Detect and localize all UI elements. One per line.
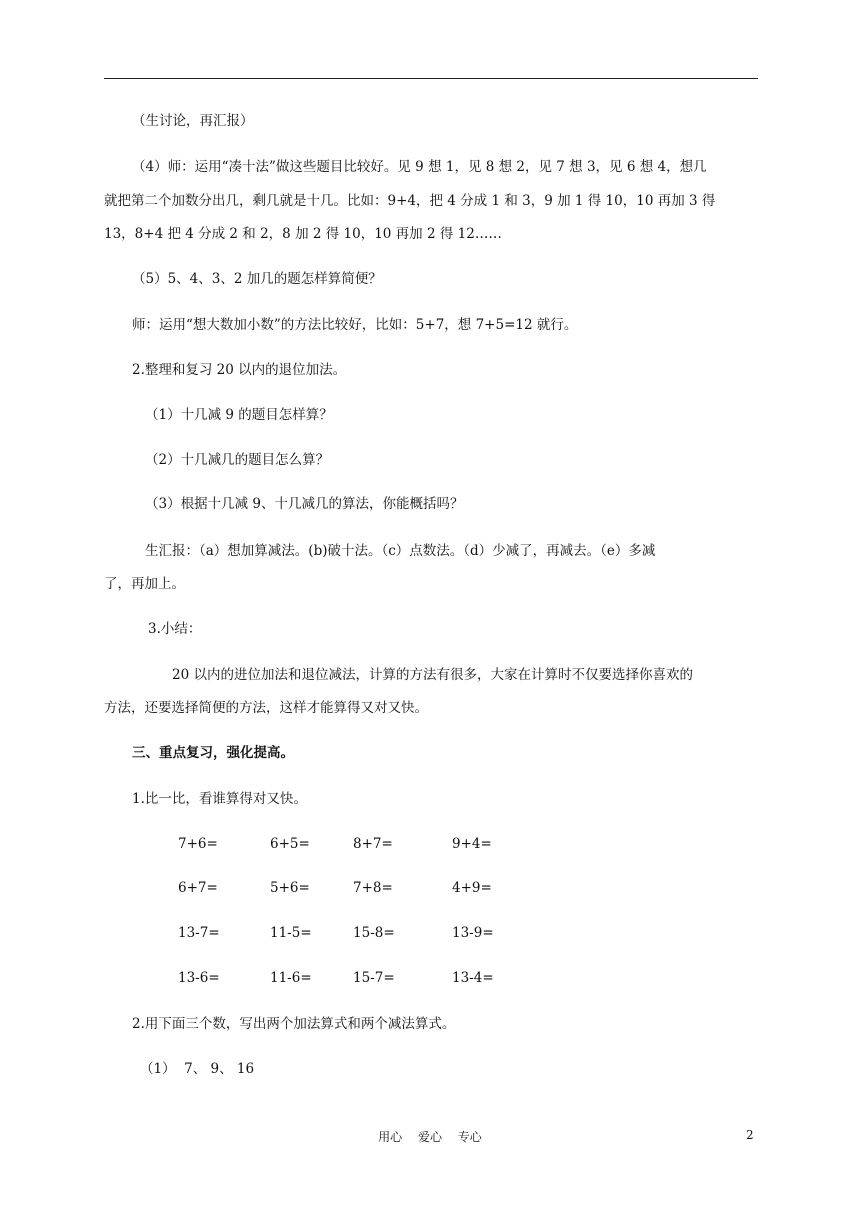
section-heading: 2.整理和复习 20 以内的退位加法。 — [132, 362, 347, 378]
footer-motto: 用心 爱心 专心 — [378, 1130, 482, 1144]
exercise-cell: 13-6= — [178, 970, 220, 986]
text-line: （1） 7、 9、 16 — [140, 1061, 255, 1077]
text-line: 了，再加上。 — [104, 576, 185, 592]
exercise-cell: 5+6= — [270, 880, 310, 896]
text-line: （3）根据十几减 9、十几减几的算法，你能概括吗？ — [145, 496, 464, 512]
text-line: （4）师：运用“凑十法”做这些题目比较好。见 9 想 1，见 8 想 2，见 7 想 3，见 6 想 4，想几 — [132, 159, 707, 175]
exercise-cell: 11-6= — [270, 970, 312, 986]
text-line: 13，8+4 把 4 分成 2 和 2，8 加 2 得 10，10 再加 2 得 12…… — [104, 226, 502, 242]
exercise-cell: 4+9= — [452, 880, 492, 896]
text-line: （1）十几减 9 的题目怎样算？ — [145, 407, 333, 423]
page-number: 2 — [746, 1128, 754, 1142]
text-line: （5）5、4、3、2 加几的题怎样算简便？ — [132, 271, 382, 287]
exercise-cell: 15-8= — [353, 925, 395, 941]
header-rule — [104, 78, 758, 79]
section-heading: 3.小结： — [148, 621, 202, 637]
exercise-cell: 13-7= — [178, 925, 220, 941]
text-line: 生汇报：（a）想加算减法。(b)破十法。（c）点数法。（d）少减了，再减去。（e）多减 — [145, 543, 656, 559]
text-line: 师：运用“想大数加小数”的方法比较好，比如：5+7，想 7+5=12 就行。 — [132, 317, 578, 333]
exercise-cell: 7+6= — [178, 836, 218, 852]
text-line: （生讨论，再汇报） — [132, 113, 254, 129]
text-line: （2）十几减几的题目怎么算？ — [145, 452, 330, 468]
exercise-cell: 6+7= — [178, 880, 218, 896]
exercise-cell: 13-4= — [452, 970, 494, 986]
text-line: 就把第二个加数分出几，剩几就是十几。比如：9+4，把 4 分成 1 和 3，9 加 1 得 10，10 再加 3 得 — [104, 193, 716, 209]
exercise-cell: 6+5= — [270, 836, 310, 852]
text-line: 方法，还要选择简便的方法，这样才能算得又对又快。 — [104, 700, 428, 716]
exercise-cell: 15-7= — [353, 970, 395, 986]
exercise-cell: 8+7= — [353, 836, 393, 852]
exercise-cell: 11-5= — [270, 925, 312, 941]
section-heading: 三、重点复习，强化提高。 — [132, 745, 294, 761]
section-heading: 2.用下面三个数，写出两个加法算式和两个减法算式。 — [132, 1016, 456, 1032]
exercise-cell: 7+8= — [353, 880, 393, 896]
section-heading: 1.比一比，看谁算得对又快。 — [132, 791, 307, 807]
exercise-cell: 9+4= — [452, 836, 492, 852]
text-line: 20 以内的进位加法和退位减法，计算的方法有很多，大家在计算时不仅要选择你喜欢的 — [172, 667, 693, 683]
exercise-cell: 13-9= — [452, 925, 494, 941]
